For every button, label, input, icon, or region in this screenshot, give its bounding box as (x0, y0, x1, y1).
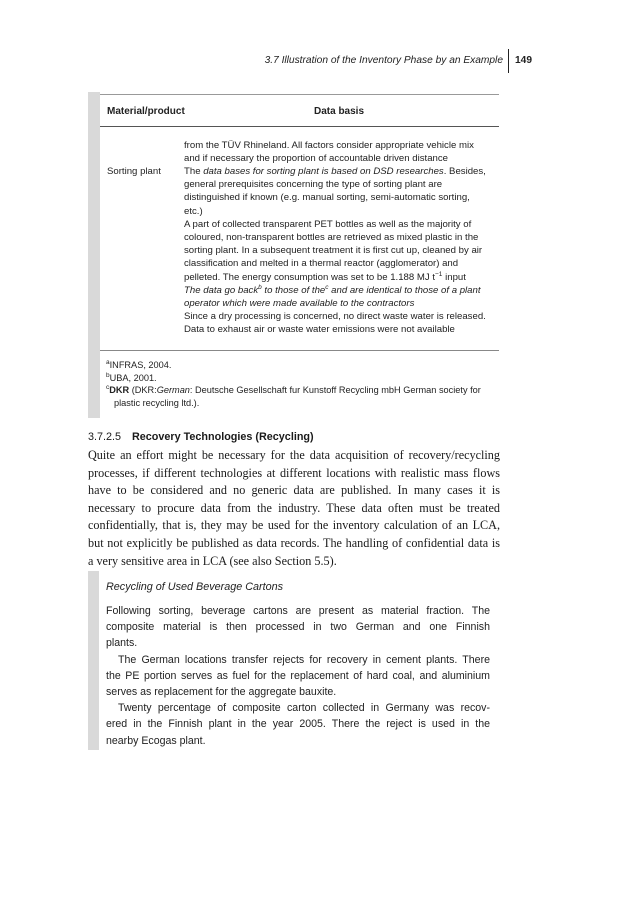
data-line: operator which were made available to the contractors (184, 298, 415, 310)
data-basis-table (88, 92, 499, 418)
table-side-bar (88, 92, 100, 418)
paragraph-line: have to be considered and no generic data are published. In many cases it is (88, 483, 500, 498)
section-number: 3.7.2.5 (88, 431, 122, 443)
box-line: serves as replacement for the aggregate bauxite. (106, 686, 337, 699)
data-line: coloured, non-transparent bottles are retrieved as mixed plastic in the (184, 232, 479, 244)
paragraph-line: necessary to procure data from the industry. These data often must be treated (88, 500, 500, 515)
section-title: Recovery Technologies (Recycling) (132, 431, 314, 443)
continuation-line: and if necessary the proportion of accountable driven distance (184, 153, 448, 165)
section-heading (88, 431, 314, 443)
continuation-cell (184, 139, 490, 165)
box-line: nearby Ecogas plant. (106, 734, 206, 747)
case-study-box (88, 571, 499, 750)
running-head (0, 53, 627, 77)
data-line: Data to exhaust air or waste water emissions were not available (184, 324, 455, 336)
box-line: Twenty percentage of composite carton collected in Germany was recov- (118, 702, 490, 715)
box-line: Following sorting, beverage cartons are present as material fraction. The (106, 605, 490, 617)
running-head-divider (508, 49, 509, 73)
row-label-sorting-plant: Sorting plant (107, 166, 161, 177)
table-top-rule (100, 94, 499, 95)
data-line: pelleted. The energy consumption was set to be 1.188 MJ $t^{-1}$ input (184, 270, 466, 283)
data-line: The data bases for sorting plant is based on DSD researches. Besides, (184, 166, 486, 177)
data-line: Since a dry processing is concerned, no direct waste water is released. (184, 311, 486, 323)
page-number: 149 (515, 55, 532, 66)
data-line: etc.) (184, 205, 203, 217)
box-title: Recycling of Used Beverage Cartons (106, 581, 284, 593)
paragraph-line: processes, if different technologies at different locations with realistic mass flows (88, 465, 500, 480)
column-header-data-basis: Data basis (314, 106, 365, 117)
paragraph-line: a very sensitive area in LCA (see also Section 5.5). (88, 553, 337, 568)
column-header-material: Material/product (107, 106, 185, 117)
box-line: the PE portion serves as fuel for the replacement of hard coal, and aluminium (106, 669, 490, 682)
paragraph-line: confidentially, that is, they may be used for the inventory calculation of an LCA, (88, 518, 500, 533)
footnote-c: $^c$DKR (DKR:German: Deutsche Gesellschaft fur Kunstoff Recycling mbH German society for plastic recycling ltd.). (106, 384, 481, 408)
data-line: distinguished if known (e.g. manual sorting, semi-automatic sorting, (184, 192, 470, 204)
continuation-line: from the TÜV Rhineland. All factors consider appropriate vehicle mix (184, 140, 474, 151)
data-line: sorting plant. In a subsequent treatment it is first cut up, cleaned by air (184, 245, 483, 257)
table-footnotes (106, 359, 496, 409)
footnote-a: $^a$INFRAS, 2004. (106, 359, 172, 370)
data-line: The data go back$^b$ to those of the$^c$ and are identical to those of a plant (184, 283, 481, 296)
table-header-rule (100, 126, 499, 127)
paragraph-line: but not explicitly be published as data records. The handling of confidential data is (88, 535, 500, 550)
data-line: classification and melted in a thermal reactor (agglomerator) and (184, 258, 459, 270)
box-side-bar (88, 571, 99, 750)
paragraph-line: Quite an effort might be necessary for the data acquisition of recovery/recycling (88, 448, 500, 462)
table-bottom-rule (100, 350, 499, 351)
box-line: The German locations transfer rejects for recovery in cement plants. There (118, 653, 490, 666)
box-line: composite material is then processed in two German and one Finnish (106, 621, 490, 634)
box-text (106, 603, 490, 749)
data-line: A part of collected transparent PET bottles as well as the majority of (184, 218, 472, 230)
box-line: ered in the Finnish plant in the year 2005. There the reject is used in the (106, 718, 490, 731)
data-line: general prerequisites concerning the type of sorting plant are (184, 179, 443, 191)
box-line: plants. (106, 637, 138, 650)
footnote-b: $^b$UBA, 2001. (106, 371, 157, 383)
body-paragraph (88, 447, 500, 570)
sorting-plant-data-cell (184, 165, 490, 337)
running-head-title: 3.7 Illustration of the Inventory Phase by an Example (264, 55, 503, 66)
